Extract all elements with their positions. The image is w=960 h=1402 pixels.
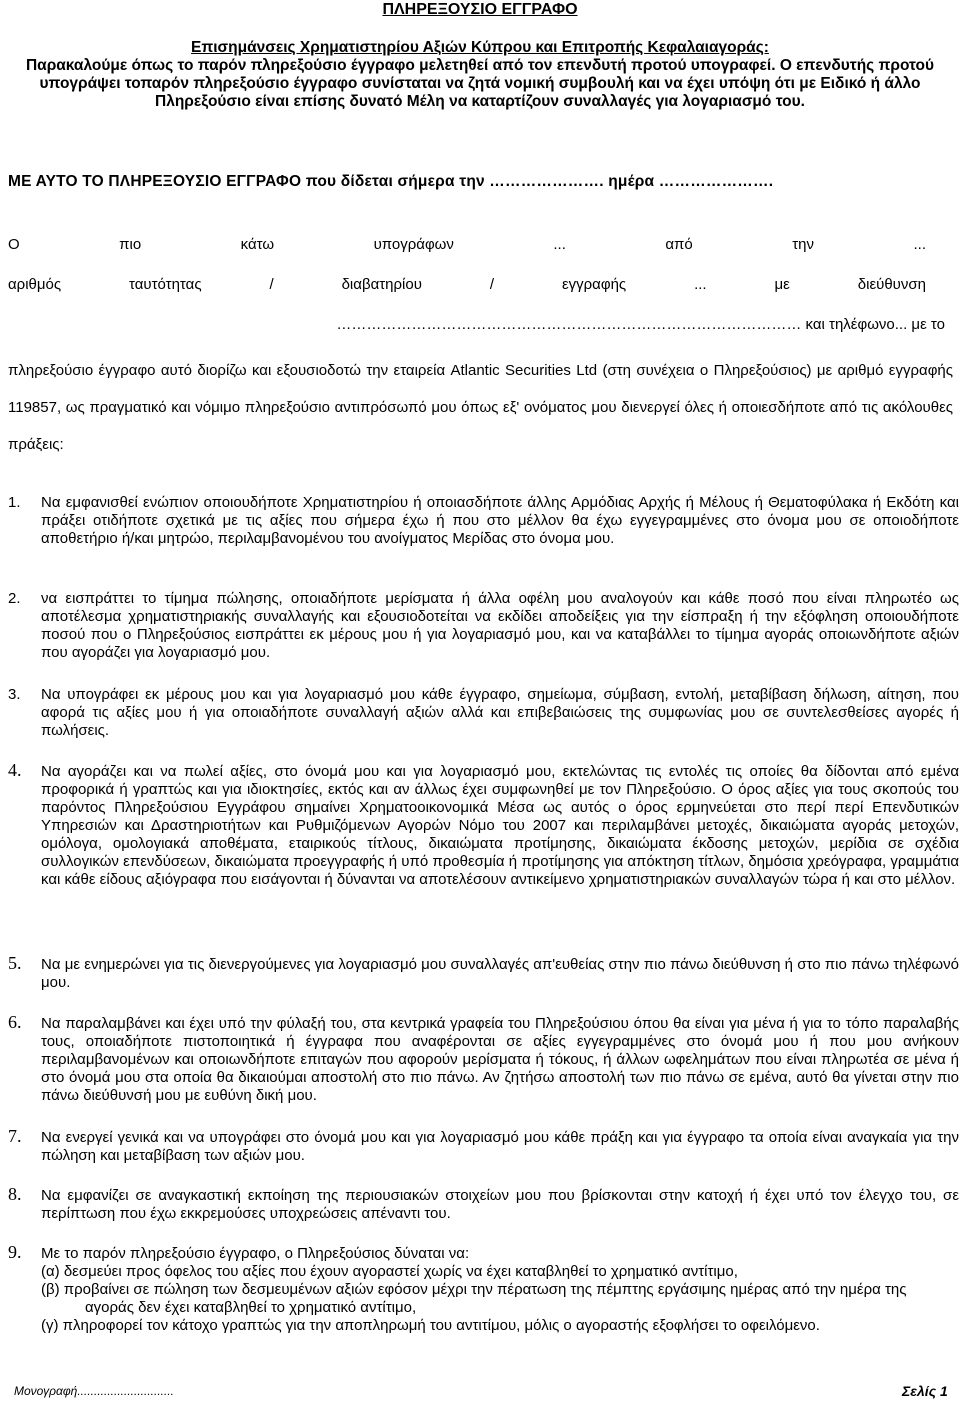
- item-number: 4.: [8, 760, 22, 780]
- notice-text: Παρακαλούμε όπως το παρόν πληρεξούσιο έγγραφο μελετηθεί από τον επενδυτή προτού υπογραφεί. Ο επενδυτής προτού υπογράψει τοπαρόν πληρεξούσιο έγγραφο συνίσταται να ζητά νομική συμβουλή και να έχει υπόψη ότι με Ειδικό ή άλλο Πληρεξούσιο είναι επίσης δυνατό Μέλη να καταρτίζουν συναλλαγές για λογαριασμό του.: [25, 57, 935, 110]
- item-text: Να αγοράζει και να πωλεί αξίες, στο όνομά μου και για λογαριασμό μου, εκτελώντας τις εντολές τις οποίες θα δίδονται από εμένα προφορικά ή γραπτώς και για ιδιοκτησίες, εκτός και αν άλλως έχει συμφωνηθεί με τον Πληρεξούσιο. Ο όρος αξίες για τους σκοπούς του παρόντος Πληρεξούσιου Εγγράφου σημαίνει Χρηματοοικονομικά Μέσα ως αυτός ο όρος ερμηνεύεται στο περί περί Επενδυτικών Υπηρεσιών και Δραστηριοτήτων και Ρυθμιζόμενων Αγορών Νόμο του 2007 και περιλαμβάνει μετοχές, δικαιώματα αγοράς μετοχών, ομόλογα, ομολογιακά αποθέματα, εταιρικούς τίτλους, δικαιώματα προτίμησης, δικαιώματα έκδοσης μετοχών, μερίδια σε σχέδια συλλογικών επενδύσεων, δικαιώματα προεγγραφής ή υπό προθεσμία ή προτίμησης για απόκτηση τίτλων, δημόσια χρεόγραφα, γραμμάτια και κάθε είδους αξιόγραφα που εισάγονται ή δύνανται να αποτελέσουν αντικείμενο χρηματιστηριακών συναλλαγών τώρα ή και στο μέλλον.: [41, 763, 959, 888]
- item-number: 5.: [8, 953, 22, 973]
- item-text: Να με ενημερώνει για τις διενεργούμενες για λογαριασμό μου συναλλαγές απ'ευθείας στην πιο πάνω διεύθυνση ή στο πιο πάνω τηλέφωνό μου.: [41, 956, 959, 991]
- initials-field: Μονογραφή.............................: [14, 1384, 175, 1398]
- item-text: Να παραλαμβάνει και έχει υπό την φύλαξή του, στα κεντρικά γραφεία του Πληρεξούσιου όπου θα είναι για μένα ή για το τόπο παραλαβής τους, οποιαδήποτε πιστοποιητικά ή έγγραφα που αναφέρονται σε αξίες εγγεγραμμένες στο όνομά μου ή που μου ανήκουν περιλαμβανομένων και οποιωνδήποτε επιταγών που αφορούν μερίσματα ή τόκους, ή άλλων ωφελημάτων που είναι πληρωτέα σε μένα ή στο όνομά μου στα οποία θα δικαιούμαι αποστολή στο πιο πάνω. Αν ζητήσω αποστολή των πιο πάνω σε εμένα, αυτό θα γίνεται στην πιο πάνω διεύθυνσή μου με ευθύνη δική μου.: [41, 1015, 959, 1104]
- item-text: Με το παρόν πληρεξούσιο έγγραφο, ο Πληρεξούσιος δύναται να:: [41, 1245, 470, 1262]
- list-item-8: [8, 1184, 960, 1225]
- notice-heading: Επισημάνσεις Χρηματιστηρίου Αξιών Κύπρου και Επιτροπής Κεφαλαιαγοράς:: [191, 39, 769, 56]
- list-item-3: [8, 686, 960, 744]
- item-number: 6.: [8, 1012, 22, 1032]
- page-number: Σελίς 1: [902, 1383, 948, 1399]
- item-text: Να εμφανίζει σε αναγκαστική εκποίηση της περιουσιακών στοιχείων μου που βρίσκονται στην κατοχή ή έχει υπό τον έλεγχο του, σε περίπτωση που έχω εκκρεμούσες υποχρεώσεις απέναντι του.: [41, 1187, 959, 1222]
- list-item-2: [8, 590, 960, 666]
- sub-item-b: (β) προβαίνει σε πώληση των δεσμευμένων αξιών εφόσον μέχρι την πέρατωση της πέμπτης εργάσιμης ημέρας από την ημέρα της αγοράς δεν έχει καταβληθεί το χρηματικό αντίτιμο,: [41, 1281, 907, 1316]
- item-text: Να εμφανισθεί ενώπιον οποιουδήποτε Χρηματιστηρίου ή οποιασδήποτε άλλης Αρμόδιας Αρχής ή Μέλους ή Θεματοφύλακα ή Εκδότη και πράξει οτιδήποτε σχετικά με τις αξίες που σήμερα έχω ή που στο μέλλον θα έχω εγγεγραμμένες στο όνομα μου σε οποιοδήποτε αποθετήριο ή/και μητρώο, περιλαμβανομένου του ανοίγματος Μερίδας στο όνομα μου.: [41, 494, 959, 547]
- given-date-line: ΜΕ ΑΥΤΟ ΤΟ ΠΛΗΡΕΞΟΥΣΙΟ ΕΓΓΡΑΦΟ που δίδεται σήμερα την …………………. ημέρα ………………….: [8, 173, 774, 190]
- item-number: 1.: [8, 494, 21, 511]
- list-item-5: [8, 953, 960, 994]
- list-item-1: [8, 494, 960, 570]
- document-title: ΠΛΗΡΕΞΟΥΣΙΟ ΕΓΓΡΑΦΟ: [382, 1, 578, 18]
- sub-item-c: (γ) πληροφορεί τον κάτοχο γραπτώς για την αποπληρωμή του αντιτίμου, μόλις ο αγοραστής εξοφλήσει το οφειλόμενο.: [41, 1317, 820, 1334]
- list-item-9: [8, 1242, 960, 1345]
- item-number: 2.: [8, 590, 21, 607]
- list-item-6: [8, 1012, 960, 1111]
- item-text: Να υπογράφει εκ μέρους μου και για λογαριασμό μου κάθε έγγραφο, σημείωμα, σύμβαση, εντολή, μεταβίβαση δήλωση, αίτηση, που αφορά τις αξίες μου ή για οποιαδήποτε συναλλαγή αξιών αλλά και επιβεβαιώσεις της συμφωνίας μου σε συντελεσθείσες αγορές ή πωλήσεις.: [41, 686, 959, 739]
- list-item-7: [8, 1126, 960, 1167]
- sub-item-a: (α) δεσμεύει προς όφελος του αξίες που έχουν αγοραστεί χωρίς να έχει καταβληθεί το χρηματικό αντίτιμο,: [41, 1263, 738, 1280]
- item-body: [41, 1245, 959, 1335]
- item-number: 3.: [8, 686, 21, 703]
- item-number: 8.: [8, 1184, 22, 1204]
- item-text: να εισπράττει το τίμημα πώλησης, οποιαδήποτε μερίσματα ή άλλα οφέλη μου αναλογούν και κάθε ποσό που είναι πληρωτέο ως αποτέλεσμα χρηματιστηριακής συναλλαγής και εξουσιοδοτείται να εκδίδει αποδείξεις για την είσπραξη ή την εξόφληση οποιουδήποτε ποσού που ο Πληρεξούσιος εισπράττει εκ μέρους μου ή για λογαριασμό μου, και να καταβάλλει το τίμημα αγοράς οποιωνδήποτε αξιών που αγοράζει για λογαριασμό μου.: [41, 590, 959, 661]
- list-item-4: [8, 760, 960, 935]
- signer-line: Ο πιο κάτω υπογράφων ... από την ...: [8, 236, 926, 253]
- address-line: ………………………………………………………………………………… και τηλέφωνο... με το: [336, 316, 945, 333]
- id-line: αριθμός ταυτότητας / διαβατηρίου / εγγραφής ... με διεύθυνση: [8, 276, 926, 293]
- item-text: Να ενεργεί γενικά και να υπογράφει στο όνομά μου και για λογαριασμό μου κάθε πράξη και για έγγραφο τα οποία είναι αναγκαία για την πώληση και μεταβίβαση των αξιών μου.: [41, 1129, 959, 1164]
- intro-text: πληρεξούσιο έγγραφο αυτό διορίζω και εξουσιοδοτώ την εταιρεία Atlantic Securities Ltd (στη συνέχεια ο Πληρεξούσιος) με αριθμό εγγραφής 119857, ως πραγματικό και νόμιμο πληρεξούσιο αντιπρόσωπό μου όπως εξ' ονόματος μου διενεργεί όλες ή οποιεσδήποτε από τις ακόλουθες πράξεις:: [8, 362, 953, 453]
- item-number: 9.: [8, 1242, 22, 1262]
- item-number: 7.: [8, 1126, 22, 1146]
